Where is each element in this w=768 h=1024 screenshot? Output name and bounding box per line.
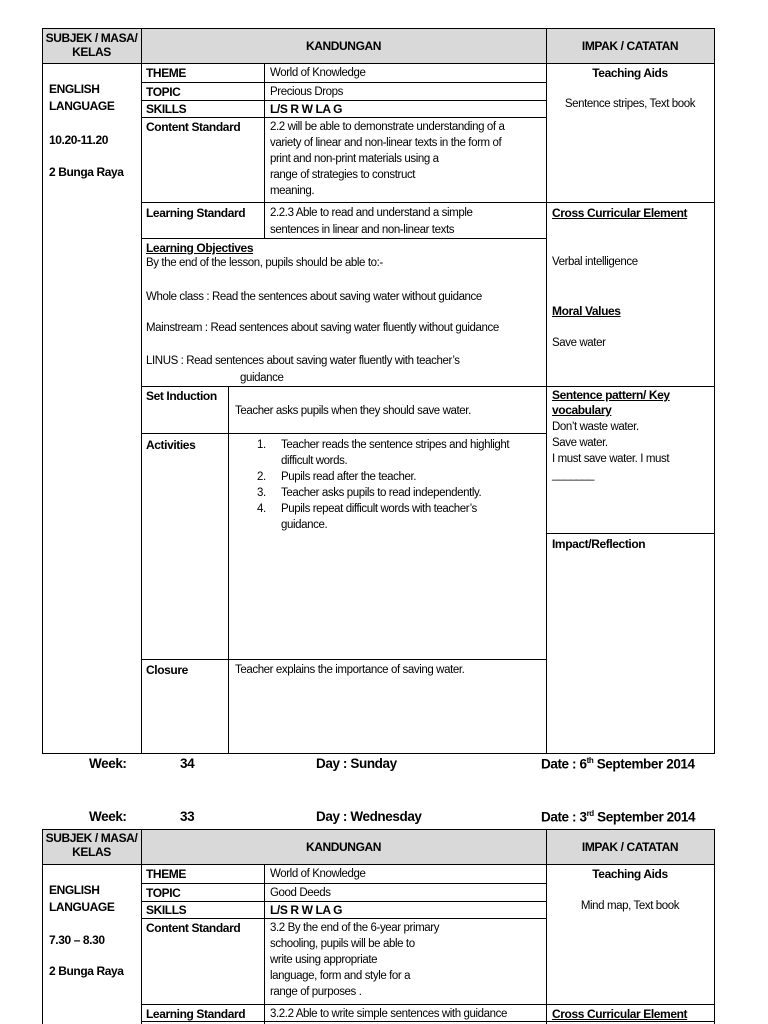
header-subject: SUBJEK / MASA/ KELAS [45,31,138,59]
header-content: KANDUNGAN [305,39,382,53]
week-number-2: 33 [180,809,195,824]
skills-value-2: L/S R W LA G [270,903,343,917]
class-name: 2 Bunga Raya [49,165,124,179]
lesson-time-2: 7.30 – 8.30 [49,933,105,947]
moral-values-title: Moral Values [552,304,621,318]
sentence-pattern-title: Sentence pattern/ Key vocabulary [552,388,670,417]
class-name-2: 2 Bunga Raya [49,964,124,978]
week-number: 34 [180,756,195,771]
theme-label: THEME [146,66,187,80]
day-value: Day : Sunday [316,756,397,771]
activity-item: 1. Teacher reads the sentence stripes and highlight difficult words. [257,439,510,467]
content-standard-label: Content Standard [146,120,241,134]
header-impact: IMPAK / CATATAN [581,39,679,53]
content-standard-value-2: 3.2 By the end of the 6-year primary schooling, pupils will be able to write using appropriate language, form and style for a range of purposes . [270,922,440,998]
day-value-2: Day : Wednesday [316,809,422,824]
topic-value: Precious Drops [270,86,344,98]
skills-label-2: SKILLS [146,903,187,917]
activity-item: 4. Pupils repeat difficult words with teacher’s guidance. [257,503,477,531]
theme-value: World of Knowledge [270,67,366,79]
learning-standard-label: Learning Standard [146,206,246,220]
week-label-2: Week: [89,809,127,824]
lo-whole-class: Whole class : Read the sentences about saving water without guidance [146,291,482,303]
set-induction-value: Teacher asks pupils when they should save water. [235,405,471,417]
activity-item: 2. Pupils read after the teacher. [257,471,417,483]
impact-reflection-title: Impact/Reflection [552,537,646,551]
header-content-2: KANDUNGAN [305,840,382,854]
skills-label: SKILLS [146,102,187,116]
cross-curricular-value: Verbal intelligence [552,256,638,268]
week-label: Week: [89,756,127,771]
lo-mainstream: Mainstream : Read sentences about saving water fluently without guidance [146,322,499,334]
lesson-time: 10.20-11.20 [49,133,108,147]
theme-value-2: World of Knowledge [270,868,366,880]
teaching-aids-value: Sentence stripes, Text book [564,98,696,110]
closure-label: Closure [146,663,188,677]
date-value-2: Date : 3rd September 2014 [541,809,696,825]
lo-intro: By the end of the lesson, pupils should be able to:- [146,257,383,269]
topic-label-2: TOPIC [146,886,181,900]
learning-objectives-title: Learning Objectives [146,241,254,255]
content-standard-value: 2.2 will be able to demonstrate understanding of a variety of linear and non-linear texts in the form of print and non-print materials using a range of strategies to construct meaning. [270,121,505,197]
sentence-pattern-value: Don’t waste water. Save water. I must save water. I must _______ [552,421,670,481]
subject-name-2: ENGLISH LANGUAGE [49,883,115,914]
set-induction-label: Set Induction [146,389,217,403]
learning-standard-value: 2.2.3 Able to read and understand a simple sentences in linear and non-linear texts [270,207,473,236]
cross-curricular-title-2: Cross Curricular Element [552,1007,688,1021]
teaching-aids-title-2: Teaching Aids [592,867,668,881]
header-subject-2: SUBJEK / MASA/ KELAS [45,831,138,859]
teaching-aids-title: Teaching Aids [592,66,668,80]
lo-linus: LINUS : Read sentences about saving water fluently with teacher’s [146,355,460,367]
topic-label: TOPIC [146,85,181,99]
date-value: Date : 6th September 2014 [541,756,695,772]
teaching-aids-value-2: Mind map, Text book [580,900,680,912]
activities-label: Activities [146,438,196,452]
topic-value-2: Good Deeds [270,887,331,899]
learning-standard-label-2: Learning Standard [146,1007,246,1021]
learning-standard-value-2: 3.2.2 Able to write simple sentences with guidance [270,1008,507,1020]
cross-curricular-title: Cross Curricular Element [552,206,688,220]
activity-item: 3. Teacher asks pupils to read independently. [257,487,482,499]
closure-value: Teacher explains the importance of saving water. [235,664,465,676]
moral-values-value: Save water [552,337,606,349]
subject-name: ENGLISH LANGUAGE [49,82,115,113]
lo-linus-cont: guidance [240,372,284,384]
header-impact-2: IMPAK / CATATAN [581,840,679,854]
content-standard-label-2: Content Standard [146,921,241,935]
theme-label-2: THEME [146,867,187,881]
skills-value: L/S R W LA G [270,102,343,116]
activities-list [257,437,542,533]
